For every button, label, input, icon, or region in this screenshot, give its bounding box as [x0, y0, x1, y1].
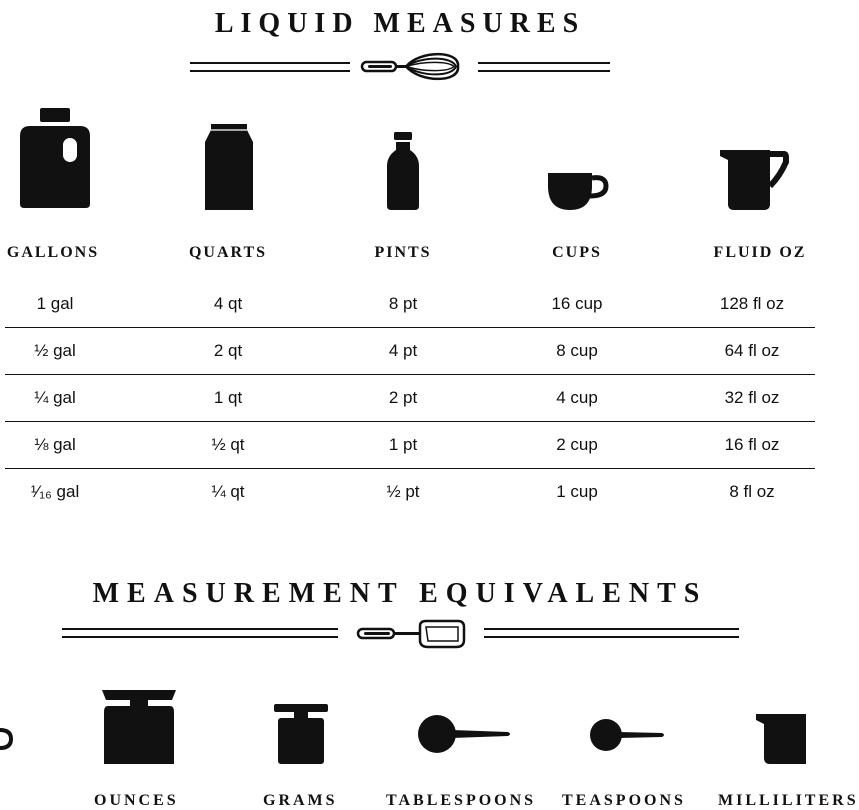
- spatula-icon: [356, 618, 466, 650]
- divider-left: [190, 62, 350, 72]
- column-header-teaspoons: TEASPOONS: [562, 792, 686, 809]
- column-header-ounces: OUNCES: [94, 792, 179, 809]
- table-cell: 16 fl oz: [724, 435, 780, 454]
- table-cell: ¹⁄₁₆ gal: [30, 482, 80, 501]
- weight-icon: [274, 704, 328, 764]
- table-cell: 8 cup: [556, 341, 598, 360]
- column-header-milliliters: MILLILITERS: [718, 792, 859, 809]
- table-cell: 4 pt: [388, 341, 418, 360]
- table-cell: ½ gal: [34, 341, 76, 360]
- table-row: [5, 281, 815, 328]
- cup-handle-icon: [0, 726, 14, 752]
- divider-right: [478, 62, 610, 72]
- measuring-cup-icon: [720, 146, 788, 210]
- table-cell: 64 fl oz: [724, 341, 780, 360]
- column-header-cups: CUPS: [552, 244, 602, 261]
- gallon-jug-icon: [20, 108, 90, 208]
- liquid-measures-title: LIQUID MEASURES: [214, 8, 586, 39]
- column-header-pints: PINTS: [374, 244, 432, 261]
- column-header-grams: GRAMS: [263, 792, 338, 809]
- pint-bottle-icon: [387, 132, 419, 210]
- column-header-fluid-oz: FLUID OZ: [713, 244, 807, 261]
- whisk-icon: [360, 52, 464, 82]
- column-header-quarts: QUARTS: [188, 244, 268, 261]
- column-header-tablespoons: TABLESPOONS: [386, 792, 537, 809]
- table-cell: 32 fl oz: [724, 388, 780, 407]
- table-row: [5, 469, 815, 515]
- table-cell: 1 qt: [213, 388, 243, 407]
- table-cell: 4 qt: [213, 294, 243, 313]
- table-cell: 8 pt: [388, 294, 418, 313]
- cup-icon: [548, 170, 608, 210]
- table-row: [5, 375, 815, 422]
- table-cell: 128 fl oz: [719, 294, 785, 313]
- scale-icon: [102, 690, 176, 764]
- table-cell: ¼ gal: [34, 388, 76, 407]
- table-cell: 2 pt: [388, 388, 418, 407]
- table-cell: 2 qt: [213, 341, 243, 360]
- table-row: [5, 422, 815, 469]
- table-cell: 1 pt: [388, 435, 418, 454]
- table-cell: 4 cup: [556, 388, 598, 407]
- table-cell: ½ qt: [211, 435, 245, 454]
- measurement-equivalents-title: MEASUREMENT EQUIVALENTS: [92, 578, 708, 609]
- divider-right: [484, 628, 739, 638]
- table-cell: 16 cup: [551, 294, 603, 313]
- tablespoon-icon: [418, 714, 512, 754]
- table-cell: ½ pt: [386, 482, 420, 501]
- table-cell: ⅛ gal: [34, 435, 76, 454]
- table-cell: ¼ qt: [211, 482, 245, 501]
- table-cell: 2 cup: [556, 435, 598, 454]
- quart-carton-icon: [205, 122, 253, 210]
- divider-left: [62, 628, 338, 638]
- table-cell: 1 cup: [556, 482, 598, 501]
- teaspoon-icon: [590, 718, 666, 752]
- measuring-cup-icon: [756, 710, 806, 764]
- table-cell: 8 fl oz: [729, 482, 775, 501]
- table-cell: 1 gal: [36, 294, 74, 313]
- table-row: [5, 328, 815, 375]
- column-header-gallons: GALLONS: [6, 244, 100, 261]
